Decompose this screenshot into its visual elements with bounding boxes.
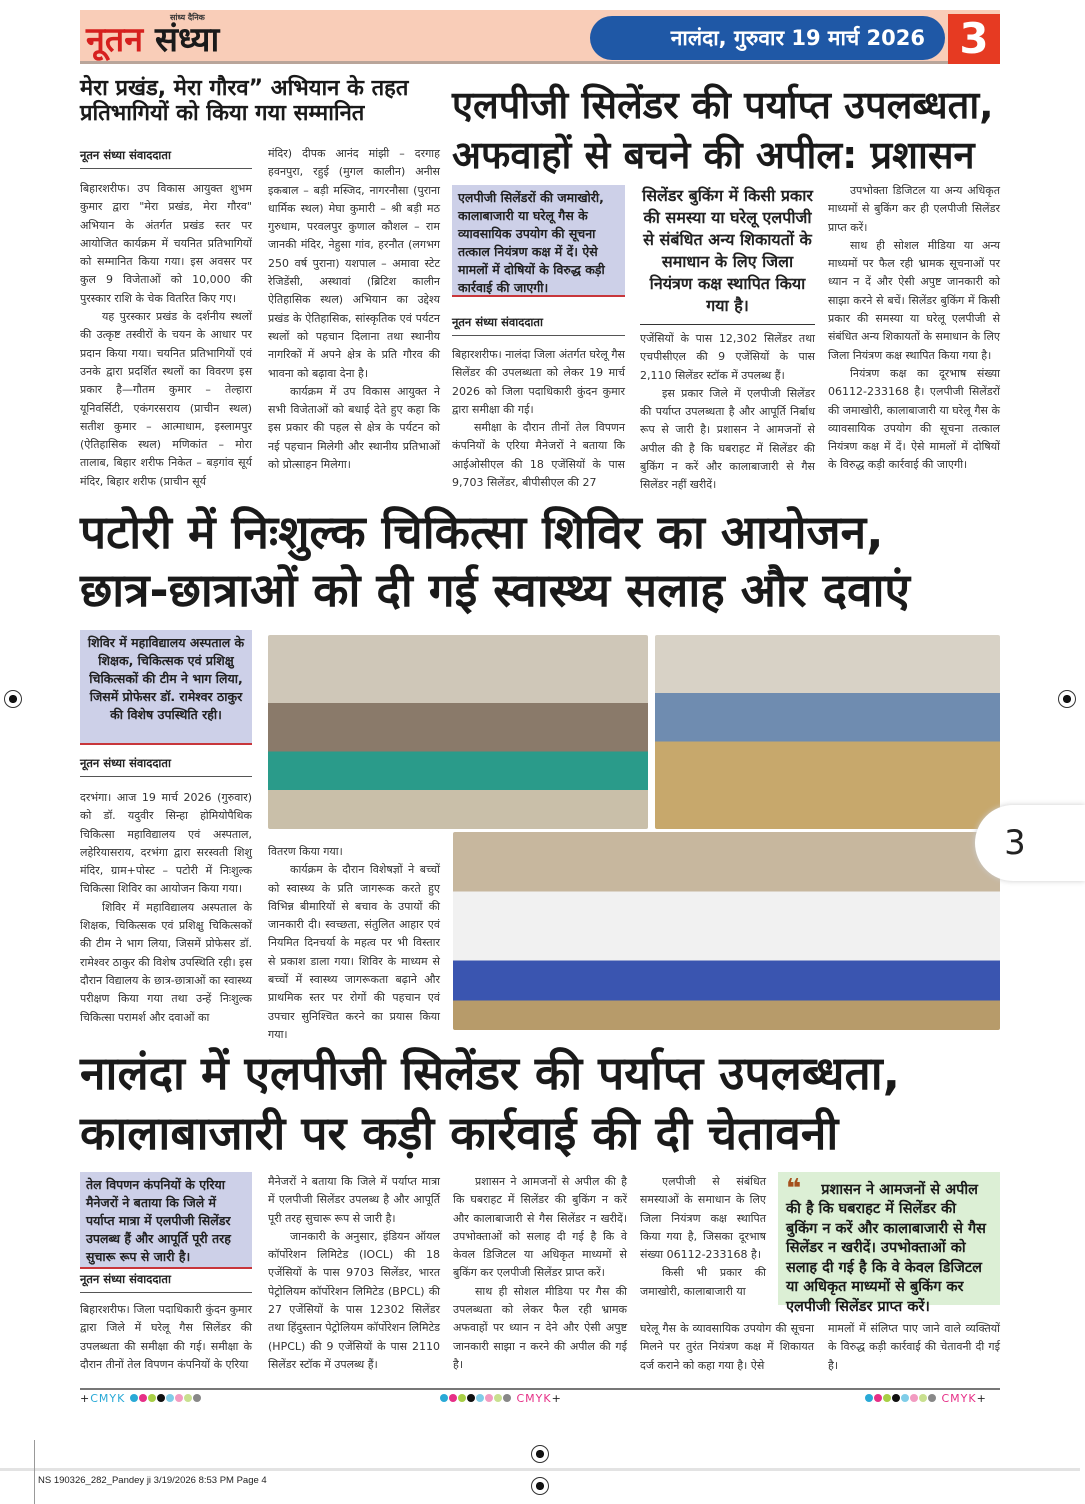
headline-line: छात्र-छात्राओं को दी गई स्वास्थ्य सलाह और दवाएं — [80, 563, 910, 617]
paragraph: नियंत्रण कक्ष का दूरभाष संख्या 06112-233168 है। एलपीजी सिलेंडरों की जमाखोरी, कालाबाजारी या घरेलू गैस के व्यावसायिक उपयोग की सूचना तत्काल नियंत्रण कक्ष में दें। ऐसे मामलों में दोषियों के विरुद्ध कड़ी कार्रवाई की जाएगी। — [828, 366, 1000, 472]
paragraph: जानकारी के अनुसार, इंडियन ऑयल कॉर्पोरेशन लिमिटेड (IOCL) की 18 एजेंसियों के पास 9703 सिलेंडर, भारत पेट्रोलियम कॉर्पोरेशन लिमिटेड (BPCL) की 27 एजेंसियों के पास 12302 सिलेंडर तथा हिंदुस्तान पेट्रोलियम कॉर्पोरेशन लिमिटेड (HPCL) की 9 एजेंसियों के पास 2110 सिलेंडर स्टॉक में उपलब्ध हैं। — [268, 1229, 440, 1371]
article2-col2 — [640, 330, 815, 492]
paragraph: बिहारशरीफ। उप विकास आयुक्त शुभम कुमार द्वारा "मेरा प्रखंड, मेरा गौरव" अभियान के अंतर्गत प्रखंड स्तर पर आयोजित कार्यक्रम में चयनित प्रतिभागियों को सम्मानित किया गया। इस अवसर पर कुल 9 विजेताओं को 10,000 की पुरस्कार राशि के चेक वितरित किए गए। — [80, 182, 252, 305]
paragraph: प्रशासन ने आमजनों से अपील की है कि घबराहट में सिलेंडर की बुकिंग न करें और कालाबाजारी से गैस सिलेंडर न खरीदें। उपभोक्ताओं को सलाह दी गई है कि वे केवल डिजिटल या अधिकृत माध्यमों से बुकिंग कर एलपीजी सिलेंडर प्राप्त करें। — [453, 1175, 627, 1280]
article2-highlight-box: एलपीजी सिलेंडरों की जमाखोरी, कालाबाजारी या घरेलू गैस के व्यावसायिक उपयोग की सूचना तत्काल नियंत्रण कक्ष में दें। ऐसे मामलों में दोषियों के विरुद्ध कड़ी कार्रवाई की जाएगी। — [452, 185, 625, 297]
dateline: नालंदा, गुरुवार 19 मार्च 2026 — [590, 16, 945, 60]
paragraph: मामलों में संलिप्त पाए जाने वाले व्यक्तियों के विरुद्ध कड़ी कार्रवाई की चेतावनी दी गई है। — [828, 1322, 1000, 1372]
article1-col1 — [80, 180, 252, 492]
bottom-rule — [80, 1388, 1000, 1390]
article2-byline: नूतन संध्या संवाददाता — [452, 315, 625, 336]
article1-byline: नूतन संध्या संवाददाता — [80, 148, 252, 169]
paragraph: मैनेजरों ने बताया कि जिले में पर्याप्त मात्रा में एलपीजी सिलेंडर उपलब्ध है और आपूर्ति पूरी तरह सुचारू रूप से जारी है। — [268, 1175, 440, 1225]
cmyk-label: CMYK — [941, 1392, 977, 1405]
paragraph: बिहारशरीफ। नालंदा जिला अंतर्गत घरेलू गैस सिलेंडर की उपलब्धता को लेकर 19 मार्च 2026 को जिला पदाधिकारी कुंदन कुमार द्वारा समीक्षा की गई। — [452, 348, 625, 416]
paragraph: कार्यक्रम में उप विकास आयुक्त ने सभी विजेताओं को बधाई देते हुए कहा कि इस प्रकार की पहल से क्षेत्र के पर्यटन को नई पहचान मिलेगी और स्थानीय प्रतिभाओं को प्रोत्साहन मिलेगा। — [268, 384, 440, 472]
paragraph: बिहारशरीफ। जिला पदाधिकारी कुंदन कुमार द्वारा जिले में घरेलू गैस सिलेंडर की उपलब्धता की समीक्षा की गई। समीक्षा के दौरान तीनों तेल विपणन कंपनियों के एरिया — [80, 1303, 252, 1371]
medicine-distribution-photo — [655, 635, 1000, 829]
paragraph: घरेलू गैस के व्यावसायिक उपयोग की सूचना मिलने पर तुरंत नियंत्रण कक्ष में शिकायत दर्ज कराने को कहा गया है। ऐसे — [640, 1322, 814, 1372]
pull-quote-text: प्रशासन ने आमजनों से अपील की है कि घबराहट में सिलेंडर की बुकिंग न करें और कालाबाजारी से गैस सिलेंडर न खरीदें। उपभोक्ताओं को सलाह दी गई है कि वे केवल डिजिटल या अधिकृत माध्यमों से बुकिंग कर एलपीजी सिलेंडर प्राप्त करें। — [786, 1181, 986, 1315]
headline-line: नालंदा में एलपीजी सिलेंडर की पर्याप्त उपलब्धता, — [80, 1046, 901, 1100]
page-number: 3 — [948, 14, 1000, 64]
article3-col1 — [80, 789, 252, 1027]
article4-col4-continued — [640, 1320, 814, 1377]
color-bar-right: CMYK+ — [865, 1392, 987, 1405]
article4-col4 — [640, 1173, 766, 1313]
pull-quote-box — [778, 1172, 1000, 1315]
paragraph: मंदिर) दीपक आनंद मांझी – दरगाह हवनपुरा, रहुई (मुगल कालीन) अनीस इकबाल – बड़ी मस्जिद, नागरनौसा (पुराना धार्मिक स्थल) मेघा कुमारी – श्री बड़ी मठ गुरुधाम, परवलपुर कुणाल कौशल – राम जानकी मंदिर, नेहुसा गांव, हरनौत (लगभग 250 वर्ष पुराना) यशपाल – अमावा स्टेट रेजिडेंसी, अस्थावां (ब्रिटिश कालीन ऐतिहासिक स्थल) अभियान का उद्देश्य प्रखंड के ऐतिहासिक, सांस्कृतिक एवं पर्यटन स्थलों को पहचान दिलाना तथा स्थानीय नागरिकों में अपने क्षेत्र के प्रति गौरव की भावना को बढ़ावा देना है। — [268, 147, 440, 380]
article3-col2 — [268, 843, 440, 1041]
cmyk-label: CMYK — [90, 1392, 126, 1405]
article1-col2 — [268, 145, 440, 492]
paragraph: शिविर में महाविद्यालय अस्पताल के शिक्षक, चिकित्सक एवं प्रशिक्षु चिकित्सकों की टीम ने भाग लिया, जिसमें प्रोफेसर डॉ. रामेश्वर ठाकुर की विशेष उपस्थिति रही। इस दौरान विद्यालय के छात्र-छात्राओं का स्वास्थ्य परीक्षण किया गया तथा उन्हें निःशुल्क चिकित्सा परामर्श और दवाओं का — [80, 900, 253, 1024]
article3-byline: नूतन संध्या संवाददाता — [80, 756, 252, 777]
print-slug: NS 190326_282_Pandey ji 3/19/2026 8:53 PM Page 4 — [38, 1475, 267, 1486]
paragraph: उपभोक्ता डिजिटल या अन्य अधिकृत माध्यमों से बुकिंग कर ही एलपीजी सिलेंडर प्राप्त करें। — [828, 184, 1000, 234]
color-bar-left: +CMYK — [80, 1392, 202, 1405]
crop-mark — [34, 1440, 35, 1504]
headline-line: कालाबाजारी पर कड़ी कार्रवाई की दी चेतावनी — [80, 1106, 839, 1160]
paragraph: समीक्षा के दौरान तीनों तेल विपणन कंपनियों के एरिया मैनेजरों ने बताया कि आईओसीएल की 18 एजेंसियों के पास 9,703 सिलेंडर, बीपीसीएल की 27 — [452, 421, 625, 490]
article2-col1 — [452, 346, 625, 492]
group-photo — [268, 635, 648, 829]
article3-highlight-box: शिविर में महाविद्यालय अस्पताल के शिक्षक, चिकित्सक एवं प्रशिक्षु चिकित्सकों की टीम ने भाग लिया, जिसमें प्रोफेसर डॉ. रामेश्वर ठाकुर की विशेष उपस्थिति रही। — [80, 630, 252, 745]
paragraph: साथ ही सोशल मीडिया या अन्य माध्यमों पर फैल रही भ्रामक सूचनाओं पर ध्यान न दें और ऐसी अपुष्ट जानकारी को साझा करने से बचें। सिलेंडर बुकिंग में किसी प्रकार की समस्या या घरेलू एलपीजी से संबंधित अन्य शिकायतों के समाधान के लिए जिला नियंत्रण कक्ष स्थापित किया गया है। — [828, 238, 1000, 362]
logo-black-word: संध्या — [154, 20, 220, 60]
quote-icon: ❝ — [786, 1174, 802, 1204]
article4-col1 — [80, 1301, 252, 1377]
article4-highlight-box: तेल विपणन कंपनियों के एरिया मैनेजरों ने बताया कि जिले में पर्याप्त मात्रा में एलपीजी सिलेंडर उपलब्ध हैं और आपूर्ति पूरी तरह सुचारू रूप से जारी है। — [80, 1172, 252, 1269]
article4-col5 — [828, 1320, 1000, 1377]
article4-headline — [80, 1043, 1005, 1163]
color-bar-center: CMYK+ — [440, 1392, 562, 1405]
paragraph: साथ ही सोशल मीडिया पर गैस की उपलब्धता को लेकर फैल रही भ्रामक अफवाहों पर ध्यान न देने और ऐसी अपुष्ट जानकारी साझा न करने की अपील की गई है। — [453, 1284, 627, 1371]
article3-headline — [80, 503, 1005, 619]
article4-byline: नूतन संध्या संवाददाता — [80, 1272, 252, 1293]
article1-headline: मेरा प्रखंड, मेरा गौरव” अभियान के तहत प्रतिभागियों को किया गया सम्मानित — [80, 76, 409, 127]
article2-callout: सिलेंडर बुकिंग में किसी प्रकार की समस्या या घरेलू एलपीजी से संबंधित अन्य शिकायतों के समाधान के लिए जिला नियंत्रण कक्ष स्थापित किया गया है। — [640, 185, 815, 325]
logo-red-word: नूतन — [86, 20, 144, 60]
paragraph: दरभंगा। आज 19 मार्च 2026 (गुरुवार) को डॉ. यदुवीर सिन्हा होमियोपैथिक चिकित्सा महाविद्यालय एवं अस्पताल, लहेरियासराय, दरभंगा द्वारा सरस्वती शिशु मंदिर, ग्राम+पोस्ट – पटोरी में निःशुल्क चिकित्सा शिविर का आयोजन किया गया। — [80, 791, 252, 896]
logo-tagline: सांध्य दैनिक — [170, 13, 205, 22]
doctors-team-photo — [453, 832, 1000, 1030]
registration-mark-icon — [1058, 690, 1076, 708]
paragraph: एलपीजी से संबंधित समस्याओं के समाधान के लिए जिला नियंत्रण कक्ष स्थापित किया गया है, जिसका दूरभाष संख्या 06112-233168 है। — [640, 1175, 766, 1262]
page-edge — [0, 1468, 1080, 1471]
masthead — [80, 10, 1000, 64]
cmyk-label: CMYK — [516, 1392, 552, 1405]
paragraph: एजेंसियों के पास 12,302 सिलेंडर तथा एचपीसीएल की 9 एजेंसियों के पास 2,110 सिलेंडर स्टॉक में उपलब्ध हैं। — [640, 332, 815, 382]
registration-mark-icon — [531, 1445, 549, 1463]
paragraph: यह पुरस्कार प्रखंड के दर्शनीय स्थलों की उत्कृष्ट तस्वीरों के चयन के आधार पर प्रदान किया गया। चयनित प्रतिभागियों एवं उनके द्वारा प्रदर्शित स्थलों का विवरण इस प्रकार है—गौतम कुमार – तेल्हारा यूनिवर्सिटी, एकंगरसराय (प्राचीन स्थल) सतीश कुमार – आत्माधाम, इस्लामपुर (ऐतिहासिक स्थल) मणिकांत – मोरा तालाब, बिहार शरीफ निकेत – बड़गांव सूर्य मंदिर, बिहार शरीफ (प्राचीन सूर्य — [80, 310, 252, 488]
registration-mark-icon — [4, 690, 22, 708]
article4-col2 — [268, 1173, 440, 1377]
headline-line: पटोरी में निःशुल्क चिकित्सा शिविर का आयोजन, — [80, 505, 884, 559]
page-indicator-tab[interactable]: 3 — [975, 805, 1085, 881]
article2-headline: एलपीजी सिलेंडर की पर्याप्त उपलब्धता, अफवाहों से बचने की अपील: प्रशासन — [452, 83, 994, 177]
paragraph: किसी भी प्रकार की जमाखोरी, कालाबाजारी या — [640, 1266, 766, 1298]
newspaper-logo — [86, 20, 219, 60]
paragraph: वितरण किया गया। — [268, 845, 343, 858]
article2-col3 — [828, 182, 1000, 492]
paragraph: कार्यक्रम के दौरान विशेषज्ञों ने बच्चों को स्वास्थ्य के प्रति जागरूक करते हुए विभिन्न बीमारियों से बचाव के उपायों की जानकारी दी। स्वच्छता, संतुलित आहार एवं नियमित दिनचर्या के महत्व पर भी विस्तार से प्रकाश डाला गया। शिविर के माध्यम से बच्चों में स्वास्थ्य जागरूकता बढ़ाने और प्राथमिक स्तर पर रोगों की पहचान एवं उपचार सुनिश्चित करने का प्रयास किया गया। — [268, 863, 440, 1041]
paragraph: इस प्रकार जिले में एलपीजी सिलेंडर की पर्याप्त उपलब्धता है और आपूर्ति निर्बाध रूप से जारी है। प्रशासन ने आमजनों से अपील की है कि घबराहट में सिलेंडर की बुकिंग न करें और कालाबाजारी से गैस सिलेंडर नहीं खरीदें। — [640, 386, 815, 492]
registration-mark-icon — [531, 1477, 549, 1495]
article4-col3 — [453, 1173, 627, 1377]
